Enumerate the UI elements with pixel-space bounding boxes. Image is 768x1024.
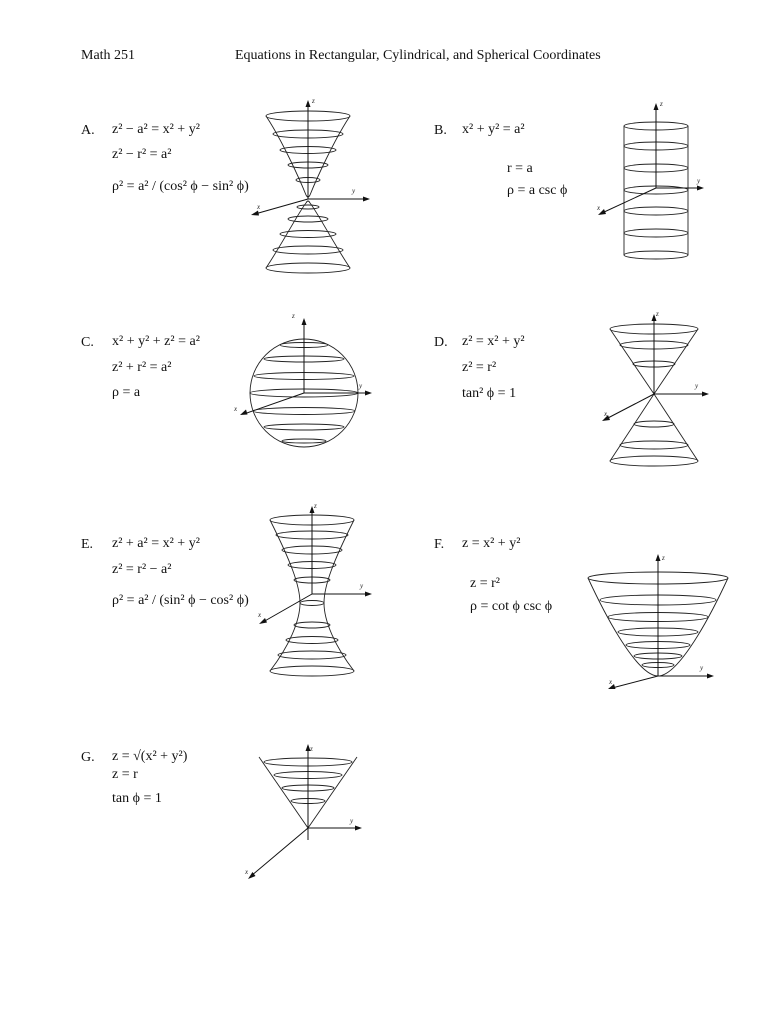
svg-text:y: y [350, 817, 354, 825]
surface-c-rectangular-eq: x² + y² + z² = a² [112, 334, 200, 349]
svg-text:y: y [700, 664, 704, 672]
svg-text:x: x [597, 204, 601, 212]
surface-b-rectangular-eq: x² + y² = a² [462, 122, 525, 137]
figure-b [596, 100, 704, 259]
svg-text:x: x [258, 611, 262, 619]
svg-text:z: z [660, 100, 663, 108]
svg-text:x: x [604, 410, 608, 418]
surface-e-label: E. [81, 537, 94, 552]
surface-g-label: G. [81, 750, 95, 765]
surface-e-rectangular-eq: z² + a² = x² + y² [112, 536, 200, 551]
surface-f-spherical-eq: ρ = cot ϕ csc ϕ [470, 599, 553, 614]
svg-text:z: z [662, 554, 665, 562]
surface-b-cylindrical-eq: r = a [507, 161, 533, 176]
surface-g-spherical-eq: tan ϕ = 1 [112, 791, 162, 806]
surface-b-label: B. [434, 123, 447, 138]
figure-e [257, 502, 372, 676]
figure-g [244, 744, 362, 879]
figure-a [251, 97, 370, 273]
svg-text:x: x [609, 678, 613, 686]
surface-d-spherical-eq: tan² ϕ = 1 [462, 386, 517, 401]
surface-d-label: D. [434, 335, 448, 350]
surface-b-spherical-eq: ρ = a csc ϕ [507, 183, 568, 198]
surface-a-rectangular-eq: z² − a² = x² + y² [112, 122, 200, 137]
figure-f [588, 554, 728, 689]
svg-text:y: y [359, 382, 363, 390]
surface-d-cylindrical-eq: z² = r² [462, 360, 497, 375]
svg-text:x: x [257, 203, 261, 211]
surface-c-cylindrical-eq: z² + r² = a² [112, 360, 172, 375]
surface-f-label: F. [434, 537, 445, 552]
surface-f-cylindrical-eq: z = r² [470, 576, 500, 591]
svg-text:z: z [314, 502, 317, 510]
svg-text:z: z [656, 310, 659, 318]
surface-a-label: A. [81, 123, 95, 138]
surface-e-cylindrical-eq: z² = r² − a² [112, 562, 172, 577]
svg-text:x: x [245, 868, 249, 876]
svg-text:y: y [360, 582, 364, 590]
surface-c-spherical-eq: ρ = a [112, 385, 141, 400]
svg-text:z: z [292, 312, 295, 320]
surface-d-rectangular-eq: z² = x² + y² [462, 334, 525, 349]
figure-d [602, 310, 709, 466]
figure-c [233, 312, 372, 447]
surface-e-spherical-eq: ρ² = a² / (sin² ϕ − cos² ϕ) [112, 593, 249, 608]
surface-a-cylindrical-eq: z² − r² = a² [112, 147, 172, 162]
surface-g-rectangular-eq: z = √(x² + y²) [112, 749, 188, 764]
surface-a-spherical-eq: ρ² = a² / (cos² ϕ − sin² ϕ) [112, 179, 249, 194]
svg-text:y: y [352, 187, 356, 195]
page-title: Equations in Rectangular, Cylindrical, and Spherical Coordinates [235, 48, 601, 63]
svg-text:y: y [695, 382, 699, 390]
svg-text:z: z [310, 745, 313, 753]
svg-text:y: y [697, 177, 701, 185]
surface-f-rectangular-eq: z = x² + y² [462, 536, 521, 551]
course-name: Math 251 [81, 48, 136, 63]
svg-text:z: z [312, 97, 315, 105]
surface-c-label: C. [81, 335, 94, 350]
svg-text:x: x [234, 405, 238, 413]
surface-g-cylindrical-eq: z = r [112, 767, 138, 782]
